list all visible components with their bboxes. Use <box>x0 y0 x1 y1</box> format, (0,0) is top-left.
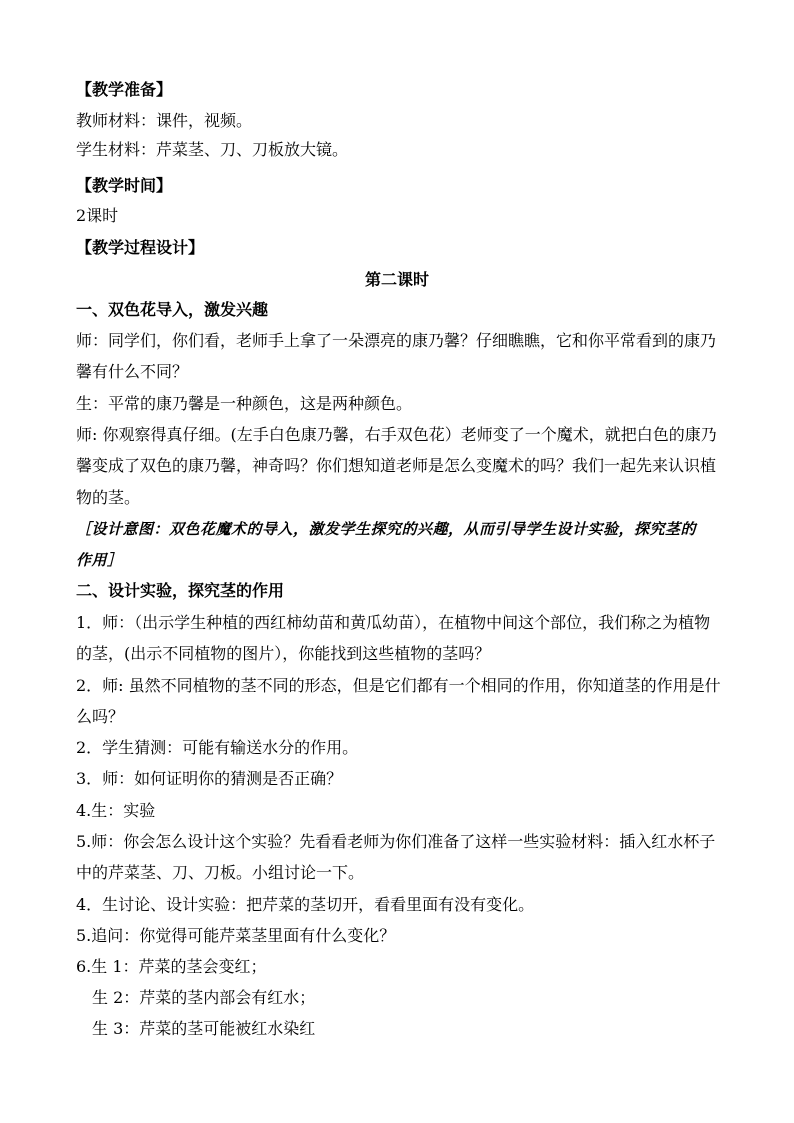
paragraph-line: 生：平常的康乃馨是一种颜色，这是两种颜色。 <box>76 394 413 413</box>
paragraph-line: 2．学生猜测：可能有输送水分的作用。 <box>76 738 359 757</box>
paragraph-line: 6.生 1：芹菜的茎会变红； <box>76 957 267 976</box>
time-heading: 【教学时间】 <box>76 176 173 195</box>
paragraph-line: 师：同学们，你们看，老师手上拿了一朵漂亮的康乃馨？仔细瞧瞧，它和你平常看到的康乃 <box>76 331 717 350</box>
paragraph-line: 师: 你观察得真仔细。(左手白色康乃馨，右手双色花）老师变了一个魔术，就把白色的康乃 <box>76 425 717 444</box>
student-materials: 学生材料：芹菜茎、刀、刀板放大镜。 <box>76 140 349 159</box>
paragraph-line: 中的芹菜茎、刀、刀板。小组讨论一下。 <box>76 863 365 882</box>
paragraph-line: 2．师: 虽然不同植物的茎不同的形态，但是它们都有一个相同的作用，你知道茎的作用是什 <box>76 676 721 695</box>
paragraph-line: 4.生：实验 <box>76 801 156 820</box>
paragraph-line: 生 3：芹菜的茎可能被红水染红 <box>92 1019 316 1038</box>
paragraph-line: 么吗？ <box>76 707 125 726</box>
paragraph-line: 物的茎。 <box>76 488 141 507</box>
paragraph-line: 5.师：你会怎么设计这个实验？先看看老师为你们准备了这样一些实验材料：插入红水杯子 <box>76 832 716 851</box>
design-intent: ［设计意图：双色花魔术的导入，激发学生探究的兴趣，从而引导学生设计实验，探究茎的 <box>76 520 697 538</box>
paragraph-line: 1．师：（出示学生种植的西红柿幼苗和黄瓜幼苗），在植物中间这个部位，我们称之为植物 <box>76 613 711 632</box>
paragraph-line: 生 2：芹菜的茎内部会有红水； <box>92 988 316 1007</box>
paragraph-line: 馨变成了双色的康乃馨，神奇吗？你们想知道老师是怎么变魔术的吗？我们一起先来认识植 <box>76 456 717 475</box>
process-heading: 【教学过程设计】 <box>76 238 205 257</box>
paragraph-line: 3．师：如何证明你的猜测是否正确？ <box>76 769 343 788</box>
paragraph-line: 4．生讨论、设计实验：把芹菜的茎切开，看看里面有没有变化。 <box>76 895 535 914</box>
paragraph-line: 5.追问：你觉得可能芹菜茎里面有什么变化？ <box>76 926 396 945</box>
lesson-title: 第二课时 <box>364 270 429 289</box>
section1-title: 一、双色花导入，激发兴趣 <box>76 300 269 319</box>
teacher-materials: 教师材料：课件，视频。 <box>76 111 253 130</box>
prep-heading: 【教学准备】 <box>76 80 173 99</box>
paragraph-line: 的茎，(出示不同植物的图片），你能找到这些植物的茎吗？ <box>76 644 491 663</box>
design-intent: 作用］ <box>76 551 123 569</box>
paragraph-line: 馨有什么不同？ <box>76 362 189 381</box>
section2-title: 二、设计实验，探究茎的作用 <box>76 581 285 600</box>
time-value: 2课时 <box>76 206 119 225</box>
